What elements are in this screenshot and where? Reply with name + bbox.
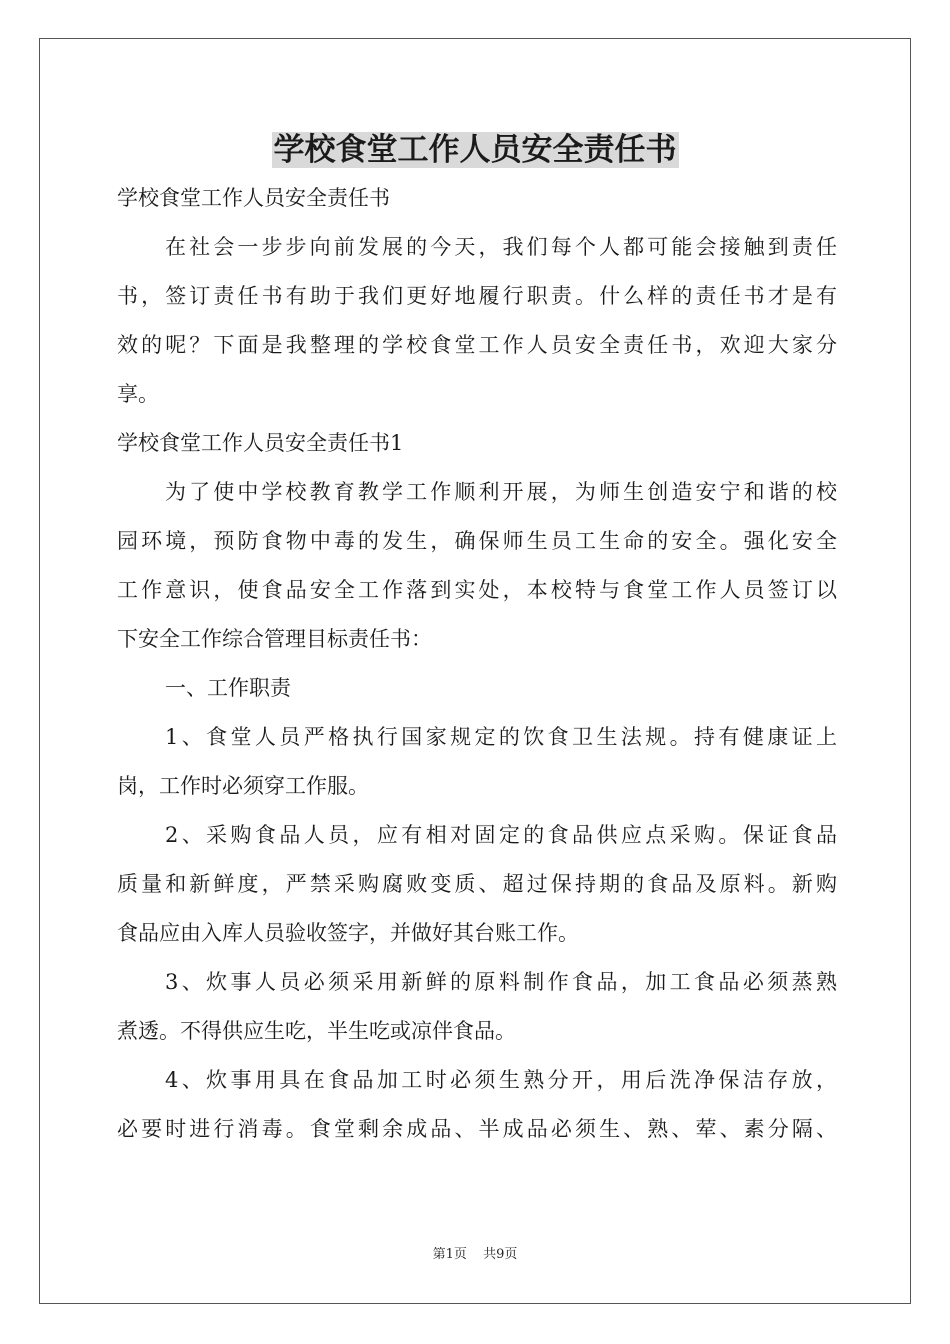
text-line: 书，签订责任书有助于我们更好地履行职责。什么样的责任书才是有 [117, 284, 837, 308]
text-line: 为了使中学校教育教学工作顺利开展，为师生创造安宁和谐的校 [165, 480, 837, 504]
text-line: 质量和新鲜度，严禁采购腐败变质、超过保持期的食品及原料。新购 [117, 872, 837, 896]
text-line: 2、采购食品人员，应有相对固定的食品供应点采购。保证食品 [165, 823, 837, 847]
document-title-wrapper [0, 124, 950, 176]
text-line: 食品应由入库人员验收签字，并做好其台账工作。 [117, 921, 579, 945]
text-line: 一、工作职责 [165, 676, 291, 700]
text-line: 必要时进行消毒。食堂剩余成品、半成品必须生、熟、荤、素分隔、 [117, 1117, 837, 1141]
document-title: 学校食堂工作人员安全责任书 [273, 132, 677, 168]
text-line: 学校食堂工作人员安全责任书 [117, 186, 390, 210]
text-line: 效的呢？下面是我整理的学校食堂工作人员安全责任书，欢迎大家分 [117, 333, 837, 357]
text-line: 煮透。不得供应生吃，半生吃或凉伴食品。 [117, 1019, 516, 1043]
text-line: 在社会一步步向前发展的今天，我们每个人都可能会接触到责任 [165, 235, 837, 259]
text-line: 园环境，预防食物中毒的发生，确保师生员工生命的安全。强化安全 [117, 529, 837, 553]
text-line: 岗，工作时必须穿工作服。 [117, 774, 369, 798]
text-line: 1、食堂人员严格执行国家规定的饮食卫生法规。持有健康证上 [165, 725, 837, 749]
text-line: 工作意识，使食品安全工作落到实处，本校特与食堂工作人员签订以 [117, 578, 837, 602]
page-footer [0, 1243, 950, 1262]
page-number-total: 共9页 [483, 1247, 518, 1262]
document-body [117, 174, 837, 1154]
text-line: 3、炊事人员必须采用新鲜的原料制作食品，加工食品必须蒸熟 [165, 970, 837, 994]
text-line: 下安全工作综合管理目标责任书： [117, 627, 432, 651]
page-number-current: 第1页 [432, 1247, 467, 1262]
text-line: 4、炊事用具在食品加工时必须生熟分开，用后洗净保洁存放， [165, 1068, 837, 1092]
text-line: 享。 [117, 382, 159, 406]
text-line: 学校食堂工作人员安全责任书1 [117, 431, 404, 455]
